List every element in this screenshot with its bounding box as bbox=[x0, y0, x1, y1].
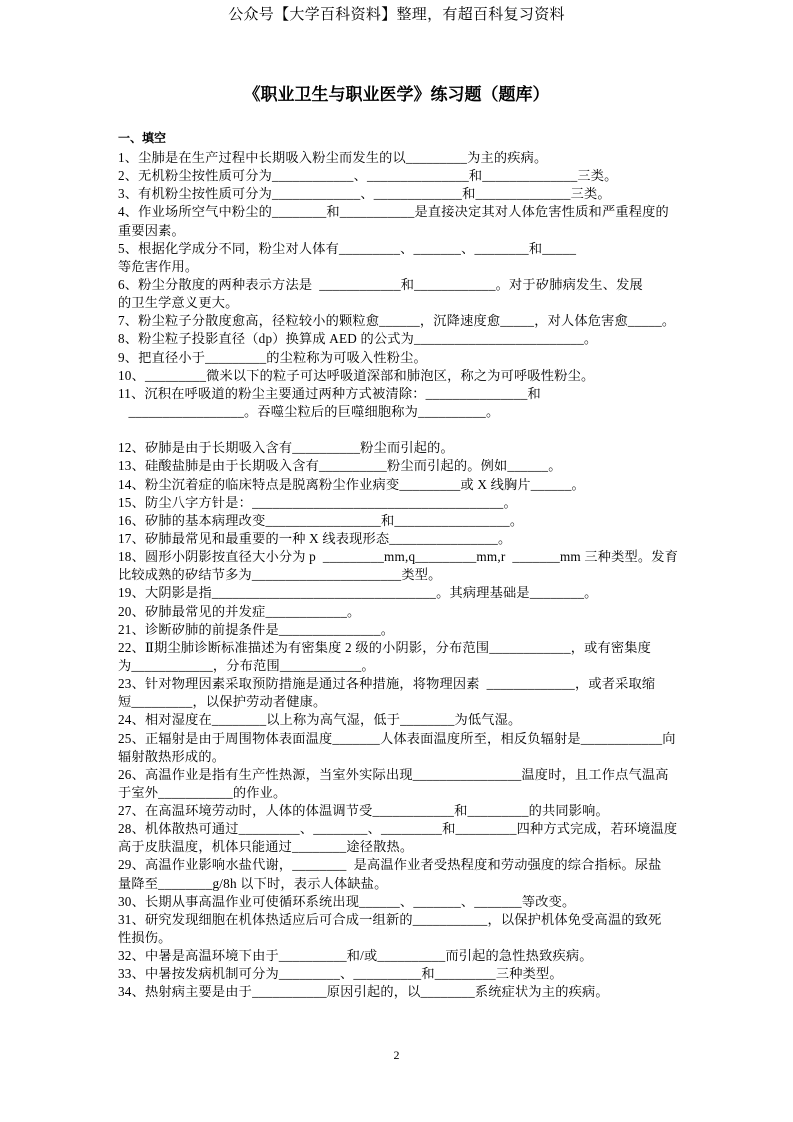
question-line: _________________。吞噬尘粒后的巨噬细胞称为__________。 bbox=[118, 403, 500, 419]
question-line: 24、相对湿度在________以上称为高气湿，低于________为低气湿。 bbox=[118, 712, 522, 728]
page-number: 2 bbox=[393, 1048, 400, 1062]
question-line: 为____________，分布范围____________。 bbox=[118, 657, 375, 673]
question-line: 14、粉尘沉着症的临床特点是脱离粉尘作业病变_________或 X 线胸片______。 bbox=[118, 476, 585, 492]
question-line: 8、粉尘粒子投影直径（dp）换算成 AED 的公式为_________________________。 bbox=[118, 331, 598, 347]
section-heading: 一、填空 bbox=[118, 131, 167, 145]
page-header: 公众号【大学百科资料】整理，有超百科复习资料 bbox=[228, 5, 565, 23]
question-line: 量降至________g/8h 以下时，表示人体缺盐。 bbox=[118, 875, 388, 891]
question-line: 33、中暑按发病机制可分为_________、__________和_________三种类型。 bbox=[118, 966, 563, 982]
question-line: 16、矽肺的基本病理改变_________________和_________________。 bbox=[118, 512, 524, 528]
question-line: 11、沉积在呼吸道的粉尘主要通过两种方式被清除：_______________和 bbox=[118, 385, 541, 401]
question-line: 短_________，以保护劳动者健康。 bbox=[118, 694, 327, 710]
question-line: 于室外___________的作业。 bbox=[118, 784, 287, 800]
question-line: 高于皮肤温度，机体只能通过________途径散热。 bbox=[118, 839, 414, 855]
question-line: 30、长期从事高温作业可使循环系统出现______、_______、_______等改变。 bbox=[118, 893, 576, 909]
question-line: 15、防尘八字方针是：_____________________________________。 bbox=[118, 494, 517, 510]
question-list bbox=[118, 149, 678, 1002]
question-line: 21、诊断矽肺的前提条件是_______________。 bbox=[118, 621, 395, 637]
document-title: 《职业卫生与职业医学》练习题（题库） bbox=[243, 85, 550, 105]
question-line: 32、中暑是高温环境下由于__________和/或__________而引起的急性热致疾病。 bbox=[118, 948, 593, 964]
question-line: 13、硅酸盐肺是由于长期吸入含有__________粉尘而引起的。例如______。 bbox=[118, 458, 562, 474]
question-line: 27、在高温环境劳动时，人体的体温调节受____________和_________的共同影响。 bbox=[118, 803, 609, 819]
question-line: 5、根据化学成分不同，粉尘对人体有_________、_______、________和_____ bbox=[118, 240, 577, 256]
question-line: 重要因素。 bbox=[118, 222, 185, 238]
question-line: 1、尘肺是在生产过程中长期吸入粉尘而发生的以_________为主的疾病。 bbox=[118, 150, 548, 165]
question-line: 9、把直径小于_________的尘粒称为可吸入性粉尘。 bbox=[118, 349, 427, 365]
question-line: 辐射散热形成的。 bbox=[118, 748, 226, 764]
question-line: 18、圆形小阴影按直径大小分为 p _________mm,q_________mm,r _______mm 三种类型。发育 bbox=[118, 549, 679, 565]
question-line: 7、粉尘粒子分散度愈高，径粒较小的颗粒愈______，沉降速度愈_____，对人体危害愈_____。 bbox=[118, 313, 676, 329]
question-line: 17、矽肺最常见和最重要的一种 X 线表现形态________________。 bbox=[118, 530, 512, 546]
question-line: 等危害作用。 bbox=[118, 258, 199, 274]
question-line: 10、_________微米以下的粒子可达呼吸道深部和肺泡区，称之为可呼吸性粉尘。 bbox=[118, 367, 595, 383]
question-line: 12、矽肺是由于长期吸入含有__________粉尘而引起的。 bbox=[118, 440, 454, 456]
question-line: 31、研究发现细胞在机体热适应后可合成一组新的___________，以保护机体免受高温的致死 bbox=[118, 911, 662, 927]
question-line bbox=[118, 421, 678, 439]
question-line: 34、热射病主要是由于___________原因引起的，以________系统症状为主的疾病。 bbox=[118, 984, 609, 1000]
question-line: 22、Ⅱ期尘肺诊断标准描述为有密集度 2 级的小阴影，分布范围____________，或有密集度 bbox=[118, 639, 652, 655]
question-line: 的卫生学意义更大。 bbox=[118, 295, 239, 311]
question-line: 比较成熟的矽结节多为______________________类型。 bbox=[118, 567, 442, 583]
question-line: 2、无机粉尘按性质可分为____________、_______________和______________三类。 bbox=[118, 168, 618, 184]
question-line: 20、矽肺最常见的并发症____________。 bbox=[118, 603, 361, 619]
question-line: 4、作业场所空气中粉尘的________和___________是直接决定其对人体危害性质和严重程度的 bbox=[118, 204, 669, 220]
question-line: 19、大阴影是指_________________________________。其病理基础是________。 bbox=[118, 585, 598, 601]
question-line: 26、高温作业是指有生产性热源，当室外实际出现________________温度时，且工作点气温高 bbox=[118, 766, 669, 782]
question-line: 23、针对物理因素采取预防措施是通过各种措施，将物理因素 _____________，或者采取缩 bbox=[118, 676, 656, 692]
question-line: 6、粉尘分散度的两种表示方法是 ____________和____________。对于矽肺病发生、发展 bbox=[118, 276, 643, 292]
question-line: 28、机体散热可通过_________、________、_________和_________四种方式完成，若环境温度 bbox=[118, 821, 678, 837]
question-line: 3、有机粉尘按性质可分为_____________、_____________和______________三类。 bbox=[118, 186, 611, 202]
question-line: 性损伤。 bbox=[118, 930, 172, 946]
question-line: 29、高温作业影响水盐代谢，________ 是高温作业者受热程度和劳动强度的综合指标。尿盐 bbox=[118, 857, 662, 873]
question-line: 25、正辐射是由于周围物体表面温度_______人体表面温度所至，相反负辐射是____________向 bbox=[118, 730, 676, 746]
